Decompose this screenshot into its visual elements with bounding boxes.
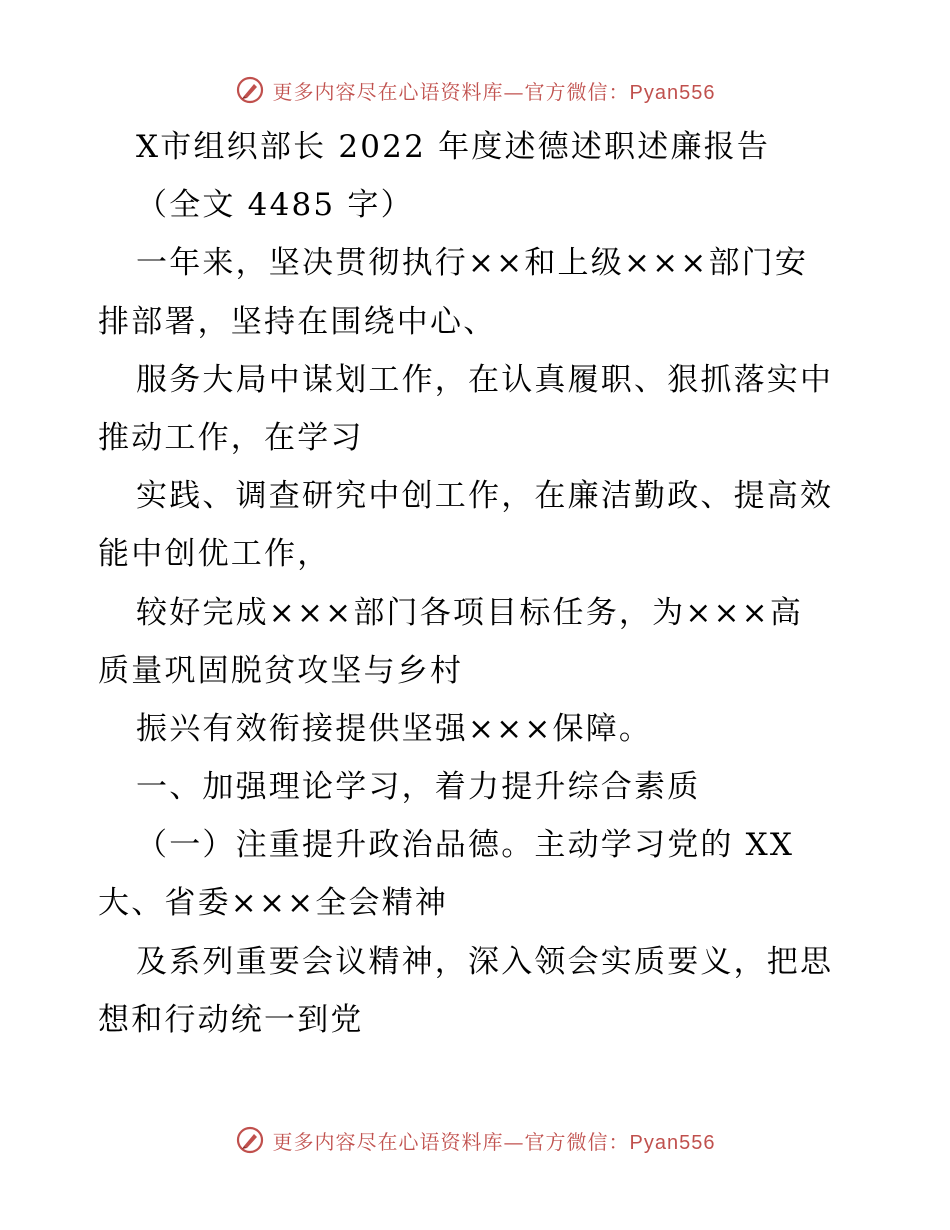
paragraph-line: 能中创优工作， bbox=[98, 536, 331, 573]
watermark-text: 更多内容尽在心语资料库—官方微信：Pyan556 bbox=[272, 1129, 716, 1154]
paragraph-line: 推动工作，在学习 bbox=[98, 419, 364, 456]
pen-logo-icon bbox=[235, 75, 265, 105]
document-subtitle: （全文 4485 字） bbox=[136, 187, 414, 224]
document-title: X市组织部长 2022 年度述德述职述廉报告 bbox=[136, 129, 771, 165]
wechat-id: Pyan556 bbox=[629, 1131, 716, 1154]
paragraph-line: 服务大局中谋划工作，在认真履职、狠抓落实中 bbox=[136, 361, 834, 398]
paragraph-line: 一年来，坚决贯彻执行××和上级×××部门安 bbox=[136, 245, 809, 282]
top-watermark-banner bbox=[0, 70, 950, 110]
paragraph-line: 质量巩固脱贫攻坚与乡村 bbox=[98, 652, 464, 689]
subsection-line: （一）注重提升政治品德。主动学习党的 XX bbox=[136, 827, 795, 864]
paragraph-line: 大、省委×××全会精神 bbox=[98, 885, 449, 922]
wechat-id: Pyan556 bbox=[629, 81, 716, 104]
bottom-watermark-banner bbox=[0, 1120, 950, 1160]
paragraph-line: 较好完成×××部门各项目标任务，为×××高 bbox=[136, 594, 804, 631]
section-heading: 一、加强理论学习，着力提升综合素质 bbox=[136, 769, 701, 806]
pen-logo-icon bbox=[235, 1125, 265, 1155]
paragraph-line: 及系列重要会议精神，深入领会实质要义，把思 bbox=[136, 943, 834, 980]
paragraph-line: 振兴有效衔接提供坚强×××保障。 bbox=[136, 710, 653, 747]
paragraph-line: 排部署，坚持在围绕中心、 bbox=[98, 303, 497, 340]
document-body bbox=[98, 118, 858, 1049]
paragraph-line: 想和行动统一到党 bbox=[98, 1001, 364, 1038]
paragraph-line: 实践、调查研究中创工作，在廉洁勤政、提高效 bbox=[136, 478, 834, 515]
watermark-text: 更多内容尽在心语资料库—官方微信：Pyan556 bbox=[272, 79, 716, 104]
